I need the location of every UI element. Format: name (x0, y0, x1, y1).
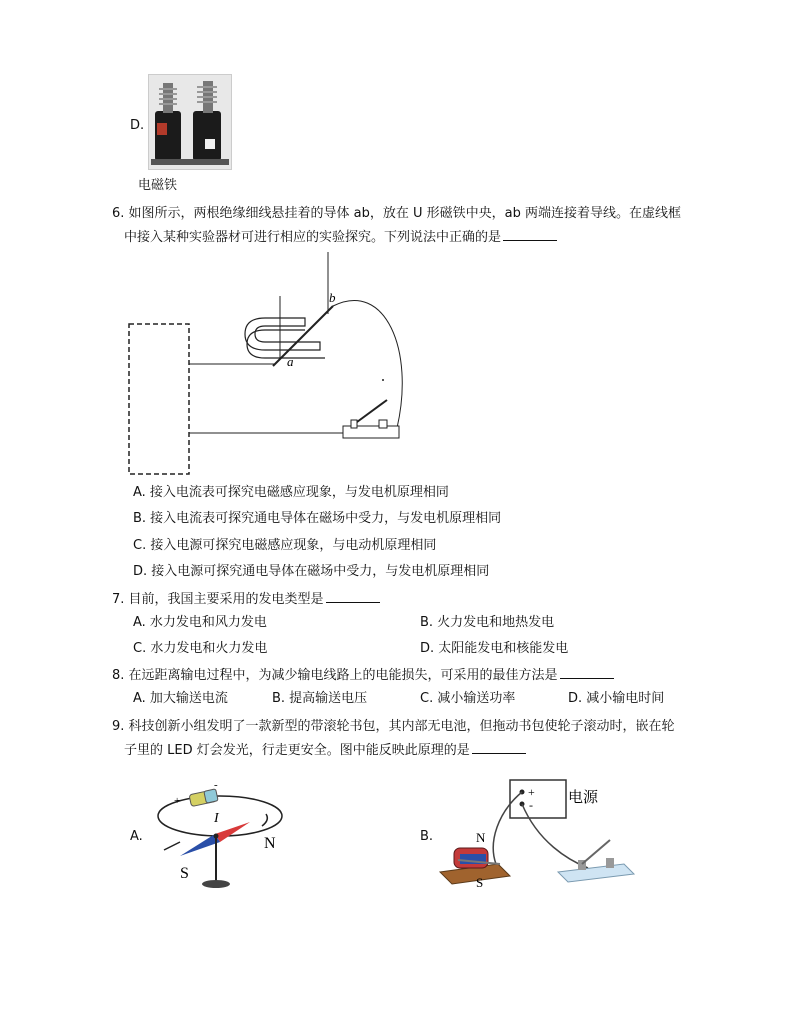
q6-stem-line1: 6. 如图所示，两根绝缘细线悬挂着的导体 ab，放在 U 形磁铁中央，ab 两端连接着导线。在虚线框 (112, 206, 682, 221)
q6-option-b[interactable]: B. 接入电流表可探究通电导体在磁场中受力，与发电机原理相同 (133, 511, 502, 526)
label-b: b (329, 290, 336, 305)
q9-answer-blank[interactable] (472, 741, 526, 754)
q8-option-a[interactable]: A. 加大输送电流 (133, 691, 228, 706)
q7-option-d[interactable]: D. 太阳能发电和核能发电 (420, 641, 569, 656)
magnet-s-label: S (476, 875, 484, 890)
power-plus: + (528, 785, 535, 799)
q7-stem-text: 7. 目前，我国主要采用的发电类型是 (112, 592, 324, 607)
q6-option-a[interactable]: A. 接入电流表可探究电磁感应现象，与发电机原理相同 (133, 485, 449, 500)
q8-option-d[interactable]: D. 减小输电时间 (568, 691, 665, 706)
q7-stem (112, 590, 380, 609)
q7-option-c[interactable]: C. 水力发电和火力发电 (133, 641, 268, 656)
needle-s-label: S (180, 865, 189, 882)
needle-n-label: N (264, 835, 276, 852)
label-a: a (287, 354, 294, 369)
magnet-n-label: N (476, 830, 486, 845)
q8-option-c[interactable]: C. 减小输送功率 (420, 691, 516, 706)
power-label: 电源 (568, 790, 599, 806)
q5-option-d-letter: D. (130, 118, 145, 133)
q6-option-d[interactable]: D. 接入电源可探究通电导体在磁场中受力，与发电机原理相同 (133, 564, 490, 579)
battery-plus: + (174, 795, 181, 807)
q6-figure (125, 250, 425, 480)
dashed-box (129, 324, 189, 474)
q7-option-a[interactable]: A. 水力发电和风力发电 (133, 615, 267, 630)
q8-stem (112, 666, 614, 685)
electromagnet-photo (148, 74, 232, 170)
power-minus: - (529, 798, 533, 812)
q8-stem-text: 8. 在远距离输电过程中，为减少输电线路上的电能损失，可采用的最佳方法是 (112, 668, 558, 683)
q6-stem-line2 (124, 228, 557, 247)
q9-figure-b[interactable] (438, 772, 638, 896)
q9-stem-line1: 9. 科技创新小组发明了一款新型的带滚轮书包，其内部无电池，但拖动书包使轮子滚动时，嵌在轮 (112, 719, 675, 734)
q9-stem-line2-text: 子里的 LED 灯会发光，行走更安全。图中能反映此原理的是 (124, 743, 470, 758)
q6-answer-blank[interactable] (503, 228, 557, 241)
q8-option-b[interactable]: B. 提高输送电压 (272, 691, 368, 706)
q7-answer-blank[interactable] (326, 590, 380, 603)
q7-option-b[interactable]: B. 火力发电和地热发电 (420, 615, 555, 630)
q5-option-d-caption: 电磁铁 (138, 178, 178, 193)
q8-answer-blank[interactable] (560, 666, 614, 679)
q9-stem-line2 (124, 741, 526, 760)
q9-figure-a[interactable] (150, 778, 290, 896)
q9-option-b-letter[interactable]: B. (420, 829, 434, 844)
q6-option-c[interactable]: C. 接入电源可探究电磁感应现象，与电动机原理相同 (133, 538, 437, 553)
electromagnet-image (149, 75, 231, 169)
current-label: I (214, 811, 219, 826)
q6-stem-line2-text: 中接入某种实验器材可进行相应的实验探究。下列说法中正确的是 (124, 230, 502, 245)
battery-minus: - (214, 779, 218, 791)
q9-option-a-letter[interactable]: A. (130, 829, 143, 844)
